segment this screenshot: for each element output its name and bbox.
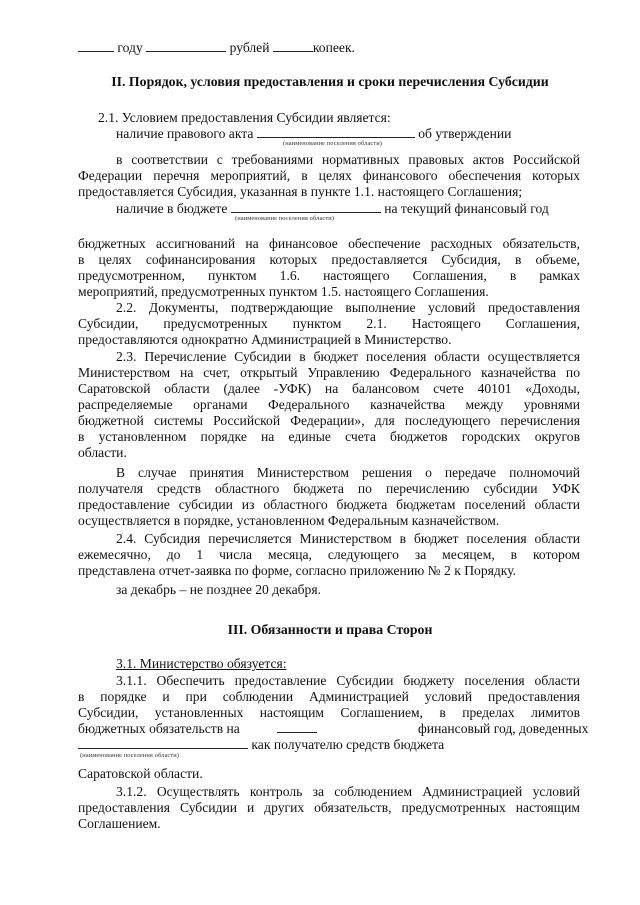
p23-line-2: Министерством на счет, открытый Управлению Федерального казначейства по [78, 365, 580, 380]
p24-line-3: представлена отчет-заявка по форме, согласно приложению № 2 к Порядку. [78, 563, 517, 578]
p23-line-7: области. [78, 445, 127, 460]
p24-line-1: 2.4. Субсидия перечисляется Министерством в бюджет поселения области [116, 531, 580, 546]
p311-line-1: 3.1.1. Обеспечить предоставление Субсидии бюджету поселения области [116, 673, 580, 688]
p311-end: Саратовской области. [78, 766, 203, 781]
p23-line-1: 2.3. Перечисление Субсидии в бюджет поселения области осуществляется [116, 349, 580, 364]
p24-line-2: ежемесячно, до 1 числа месяца, следующего за месяцем, в котором [78, 547, 580, 562]
caption-settlement-2: (наименование поселения области) [235, 215, 334, 222]
p22-line-2: Субсидии, предусмотренных пунктом 2.1. Настоящего Соглашения, [78, 316, 580, 331]
budget-line: наличие в бюджете на текущий финансовый год [116, 201, 549, 216]
p23b-line-1: В случае принятия Министерством решения о передаче полномочий [116, 465, 580, 480]
section-2-heading: II. Порядок, условия предоставления и сроки перечисления Субсидии [111, 74, 549, 89]
p23-line-5: бюджетной системы Российской Федерации», для последующего перечисления [78, 413, 580, 428]
p311-line-3: Субсидии, установленных настоящим Соглашением, в пределах лимитов [78, 705, 580, 720]
amount-line: году рублей копеек. [78, 40, 580, 56]
p21-line-2: Федерации перечня мероприятий, в целях финансового обеспечения которых [78, 168, 580, 183]
p23b-line-2: получателя средств областного бюджета по перечислению субсидии УФК [78, 481, 580, 496]
p312-line-2: предоставления Субсидии и других обязательств, предусмотренных настоящим [78, 800, 580, 815]
paragraph-2-1-intro: 2.1. Условием предоставления Субсидии является: [98, 110, 391, 125]
p23-line-6: в установленном порядке на единые счета бюджетов городских округов [78, 429, 580, 444]
paragraph-3-1: 3.1. Министерство обязуется: [116, 656, 287, 671]
p311-line-4-tail: финансовый год, доведенных [418, 721, 589, 736]
p22-line-3: предоставляются однократно Администрацией в Министерство. [78, 332, 452, 347]
section-3-heading: III. Обязанности и права Сторон [227, 622, 433, 637]
p23b-line-3: предоставление субсидии из областного бюджета бюджетам поселений области [78, 497, 580, 512]
p21-tail-4: мероприятий, предусмотренных пунктом 1.5. настоящего Соглашения. [78, 284, 489, 299]
caption-settlement-3: (наименование поселения области) [80, 752, 179, 759]
p312-line-3: Соглашением. [78, 816, 161, 831]
legal-act-line: наличие правового акта об утверждении [116, 126, 512, 141]
p21-line-1: в соответствии с требованиями нормативных правовых актов Российской [116, 152, 580, 167]
p23-line-3: Саратовской области (далее -УФК) на балансовом счете 40101 «Доходы, [78, 381, 580, 396]
p311-line-2: в порядке и при соблюдении Администрацией условий предоставления [78, 689, 580, 704]
p311-line-4: бюджетных обязательств на финансовый год, доведенных [78, 721, 589, 736]
p24-december: за декабрь – не позднее 20 декабря. [116, 582, 321, 597]
p22-line-1: 2.2. Документы, подтверждающие выполнение условий предоставления [116, 300, 580, 315]
p21-line-3: предоставляется Субсидия, указанная в пункте 1.1. настоящего Соглашения; [78, 184, 523, 199]
p312-line-1: 3.1.2. Осуществлять контроль за соблюдением Администрацией условий [116, 784, 580, 799]
p23-line-4: распределяемые органами Федерального казначейства между уровнями [78, 397, 580, 412]
p21-tail-1: бюджетных ассигнований на финансовое обеспечение расходных обязательств, [78, 236, 580, 251]
p311-line-5: как получателю средств бюджета [78, 737, 580, 753]
p23b-line-4: осуществляется в порядке, установленном Федеральным казначейством. [78, 513, 500, 528]
p21-tail-2: в целях софинансирования которых предоставляется Субсидия, в объеме, [78, 252, 580, 267]
caption-settlement-1: (наименование поселения области) [283, 140, 382, 147]
p21-tail-3: предусмотренном, пунктом 1.6. настоящего Соглашения, в рамках [78, 268, 580, 283]
